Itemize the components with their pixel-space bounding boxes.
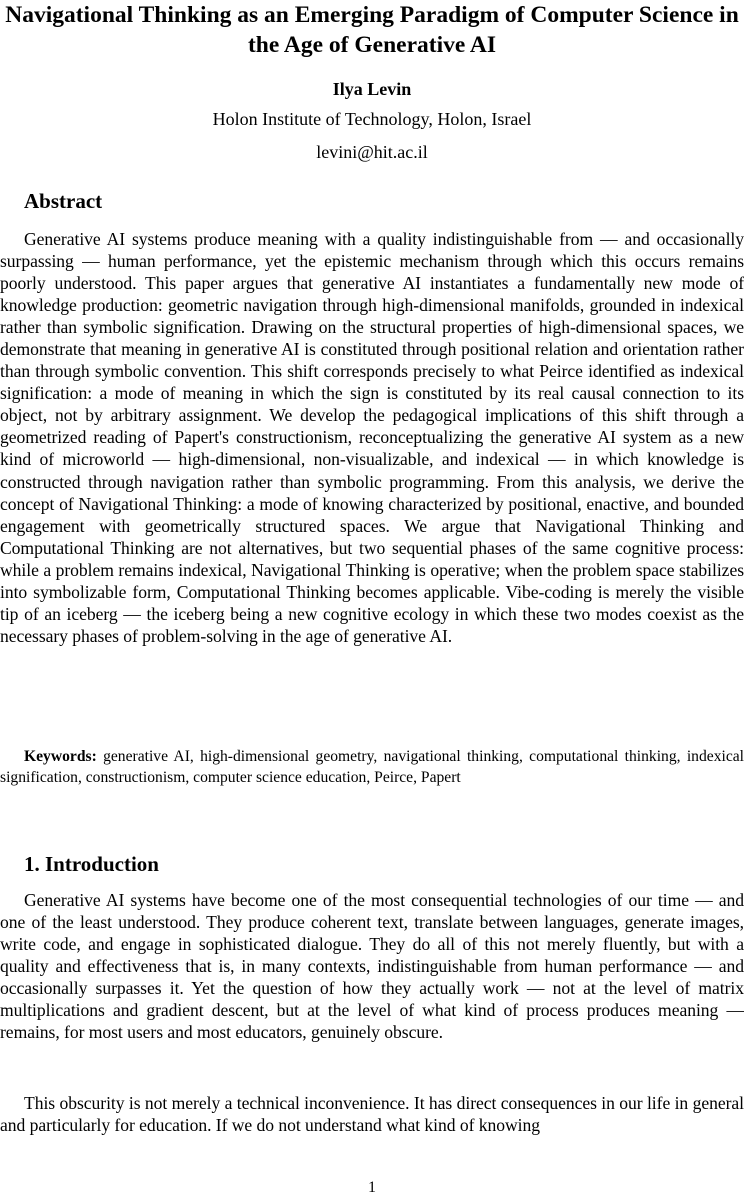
keywords-label: Keywords: xyxy=(24,748,97,765)
keywords-list: generative AI, high-dimensional geometry, navigational thinking, computational thinking, indexical signification, constructionism, computer science education, Peirce, Papert xyxy=(0,748,744,786)
paper-title: Navigational Thinking as an Emerging Paradigm of Computer Science in the Age of Generative AI xyxy=(5,2,739,58)
introduction-paragraph-1: Generative AI systems have become one of the most consequential technologies of our time — and one of the least understood. They produce coherent text, translate between languages, generate images, write code, and engage in sophisticated dialogue. They do all of this not merely fluently, but with a quality and effectiveness that is, in many contexts, indistinguishable from human performance — and occasionally surpasses it. Yet the question of how they actually work — not at the level of matrix multiplications and gradient descent, but at the level of what kind of process produces meaning — remains, for most users and most educators, genuinely obscure. xyxy=(0,890,744,1043)
abstract-text: Generative AI systems produce meaning with a quality indistinguishable from — and occasionally surpassing — human performance, yet the epistemic mechanism through which this occurs remains poorly understood. This paper argues that generative AI instantiates a fundamentally new mode of knowledge production: geometric navigation through high-dimensional manifolds, grounded in indexical rather than symbolic signification. Drawing on the structural properties of high-dimensional spaces, we demonstrate that meaning in generative AI is constituted through positional relation and orientation rather than through symbolic convention. This shift corresponds precisely to what Peirce identified as indexical signification: a mode of meaning in which the sign is constituted by its real causal connection to its object, not by arbitrary assignment. We develop the pedagogical implications of this shift through a geometrized reading of Papert's constructionism, reconceptualizing the generative AI system as a new kind of microworld — high-dimensional, non-visualizable, and indexical — in which knowledge is constructed through navigation rather than symbolic programming. From this analysis, we derive the concept of Navigational Thinking: a mode of knowing characterized by positional, enactive, and bounded engagement with geometrically structured spaces. We argue that Navigational Thinking and Computational Thinking are not alternatives, but two sequential phases of the same cognitive process: while a problem remains indexical, Navigational Thinking is operative; when the problem space stabilizes into symbolizable form, Computational Thinking becomes applicable. Vibe-coding is merely the visible tip of an iceberg — the iceberg being a new cognitive ecology in which these two modes coexist as the necessary phases of problem-solving in the age of generative AI. xyxy=(0,229,744,646)
introduction-paragraph-2: This obscurity is not merely a technical inconvenience. It has direct consequences in our life in general and particularly for education. If we do not understand what kind of knowing xyxy=(0,1093,744,1136)
author-email: levini@hit.ac.il xyxy=(316,142,428,162)
author-affiliation: Holon Institute of Technology, Holon, Israel xyxy=(212,109,532,129)
keywords xyxy=(0,746,744,788)
introduction-heading: 1. Introduction xyxy=(24,852,159,876)
abstract-heading: Abstract xyxy=(24,189,103,213)
page-number: 1 xyxy=(368,1179,376,1196)
author-name: Ilya Levin xyxy=(332,79,412,99)
